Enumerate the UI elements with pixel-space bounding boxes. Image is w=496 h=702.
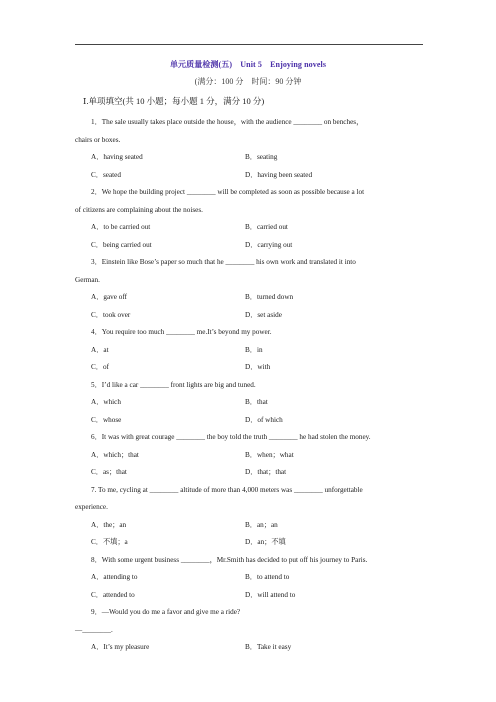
answer-option: C．不填；a — [91, 538, 128, 546]
question-stem: 7. To me, cycling at ________ altitude of more than 4,000 meters was ________ unforgettable — [91, 485, 363, 494]
page-title: 单元质量检测(五) Unit 5 Enjoying novels — [169, 60, 327, 69]
question-stem: 2．We hope the building project ________ will be completed as soon as possible because a lot — [91, 188, 365, 196]
header-rule — [75, 44, 423, 45]
answer-option: B．seating — [245, 153, 278, 161]
answer-option: B．that — [245, 398, 268, 406]
question-stem: 8．With some urgent business ________，Mr.Smith has decided to put off his journey to Paris. — [91, 555, 368, 564]
answer-option: B．an；an — [245, 520, 278, 529]
answer-option: C．took over — [91, 310, 131, 319]
score-time-info: (满分：100 分 时间：90 分钟 — [194, 77, 302, 86]
answer-option: C．as；that — [91, 468, 127, 476]
question-stem: 9．—Would you do me a favor and give me a ride? — [91, 608, 241, 616]
answer-option: A．the；an — [91, 520, 127, 529]
answer-option: B．to attend to — [245, 573, 290, 581]
question-stem: 3．Einstein like Bose’s paper so much that he ________ his own work and translated it into — [91, 258, 356, 266]
answer-option: B．turned down — [245, 293, 294, 301]
answer-option: C．attended to — [91, 590, 135, 599]
answer-option: A．to be carried out — [91, 223, 151, 231]
answer-option: A．attending to — [91, 573, 138, 581]
answer-option: D．that；that — [245, 468, 287, 476]
answer-option: C．of — [91, 363, 109, 371]
question-stem-continued: chairs or boxes. — [75, 135, 121, 144]
answer-option: C．being carried out — [91, 240, 152, 249]
question-stem: 4．You require too much ________ me.It’s beyond my power. — [91, 328, 272, 336]
question-stem: 6．It was with great courage ________ the boy told the truth ________ he had stolen the money. — [91, 433, 371, 441]
question-stem-continued: experience. — [75, 503, 108, 511]
question-stem: 1．The sale usually takes place outside the house，with the audience ________ on benches， — [91, 118, 364, 126]
answer-option: D．will attend to — [245, 590, 296, 599]
question-stem-continued: —________. — [75, 625, 113, 634]
answer-option: C．whose — [91, 415, 122, 424]
answer-option: A．which — [91, 398, 121, 406]
answer-option: A．which；that — [91, 450, 139, 459]
answer-option: C．seated — [91, 170, 121, 179]
answer-option: B．when；what — [245, 450, 294, 459]
answer-option: A．at — [91, 345, 109, 354]
question-stem-continued: of citizens are complaining about the noises. — [75, 205, 203, 214]
answer-option: D．with — [245, 363, 271, 371]
answer-option: D．set aside — [245, 310, 282, 319]
answer-option: D．having been seated — [245, 170, 313, 179]
answer-option: D．carrying out — [245, 240, 293, 249]
answer-option: B．in — [245, 345, 263, 354]
answer-option: A．It’s my pleasure — [91, 643, 150, 651]
answer-option: B．Take it easy — [245, 643, 292, 651]
section-heading: Ⅰ.单项填空(共 10 小题；每小题 1 分，满分 10 分) — [83, 96, 265, 106]
question-stem-continued: German. — [75, 275, 100, 284]
answer-option: A．having seated — [91, 153, 143, 161]
answer-option: D．an；不填 — [245, 538, 286, 546]
answer-option: D．of which — [245, 415, 283, 424]
answer-option: A．gave off — [91, 293, 127, 301]
answer-option: B．carried out — [245, 223, 288, 231]
question-stem: 5．I’d like a car ________ front lights are big and tuned. — [91, 380, 256, 389]
